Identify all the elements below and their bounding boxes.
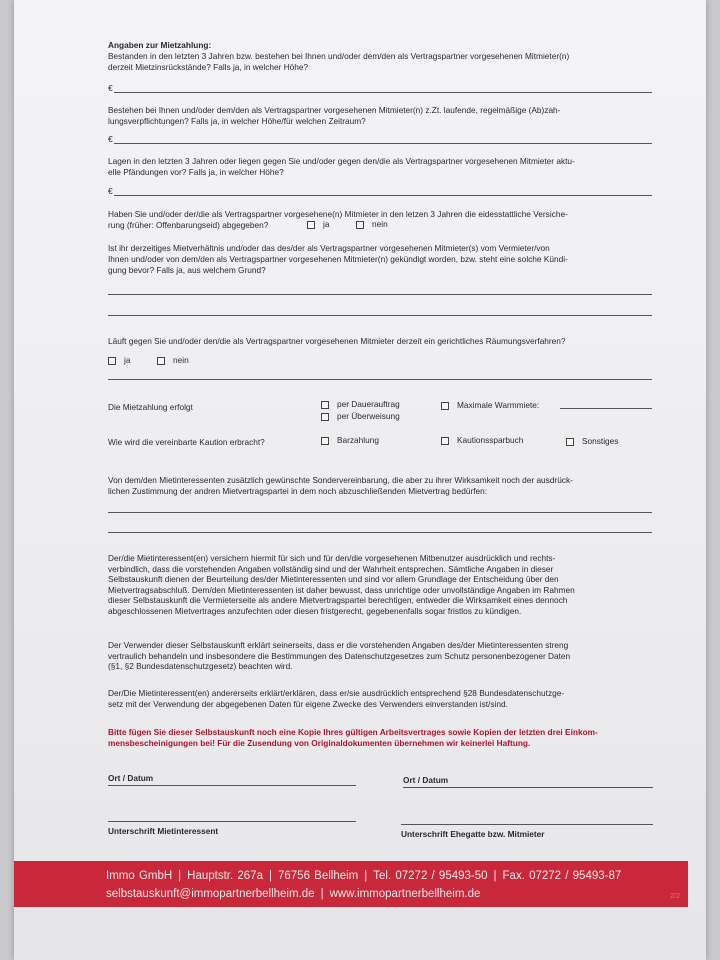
checkbox-ueberweisung[interactable] <box>321 411 400 421</box>
separator: | <box>320 888 324 900</box>
checkbox-label: Kautionssparbuch <box>457 435 524 445</box>
checkbox-icon <box>108 357 116 365</box>
answer-line-termination-2[interactable] <box>108 315 652 316</box>
question-termination-line2: Ihnen und/oder von dem/den als Vertragspartner vorgesehenen Mitmieter(n) gekündigt worden, bzw. steht eine solche Kündi- <box>108 254 568 264</box>
question-arrears-line2: derzeit Mietzinsrückstände? Falls ja, in welcher Höhe? <box>108 62 309 72</box>
checkbox-affidavit-yes[interactable] <box>307 219 329 229</box>
checkbox-eviction-yes[interactable] <box>108 355 130 365</box>
ort-datum-line-right[interactable] <box>403 787 653 788</box>
checkbox-label: ja <box>124 355 131 365</box>
section-title: Angaben zur Mietzahlung: <box>108 40 212 50</box>
answer-line-special-1[interactable] <box>108 512 652 513</box>
question-seizures-line2: elle Pfändungen vor? Falls ja, in welcher Höhe? <box>108 167 284 177</box>
declaration-data-protection <box>108 640 570 672</box>
checkbox-barzahlung[interactable] <box>321 435 379 445</box>
paragraph-line: (§1, §2 Bundesdatenschutzgesetz) beachten wird. <box>108 661 293 672</box>
ort-datum-label-right: Ort / Datum <box>403 775 449 785</box>
checkbox-label: per Überweisung <box>337 411 400 421</box>
checkbox-sonstiges[interactable] <box>566 436 618 446</box>
question-payments-line1: Bestehen bei Ihnen und/oder dem/den als Vertragspartner vorgesehenen Mitmieter(n) z.Zt. laufende, regelmäßige (Ab)zah- <box>108 105 561 115</box>
declaration-consent <box>108 688 564 709</box>
answer-line-termination-1[interactable] <box>108 294 652 295</box>
checkbox-icon <box>157 357 165 365</box>
checkbox-icon <box>307 221 315 229</box>
checkbox-icon <box>356 221 364 229</box>
answer-line-special-2[interactable] <box>108 532 652 533</box>
separator: | <box>364 870 368 882</box>
checkbox-icon <box>321 413 329 421</box>
ort-datum-label-left: Ort / Datum <box>108 773 154 783</box>
checkbox-dauerauftrag[interactable] <box>321 399 400 409</box>
signature-line-right[interactable] <box>401 824 653 825</box>
footer-contact-row <box>106 888 480 900</box>
special-agreement-line2: lichen Zustimmung der andren Mietvertragspartei in dem noch abzuschließenden Mietvertrag bedürfen: <box>108 486 488 496</box>
checkbox-label: ja <box>323 219 330 229</box>
separator: | <box>493 870 497 882</box>
paragraph-line: Mietvertragsabschluß. Dem/den Mietinteressenten ist daher bewusst, dass unrichtige oder unvollständige Angaben im Rahmen <box>108 584 575 595</box>
checkbox-icon <box>321 437 329 445</box>
paragraph-line: Selbstauskunft dienen der Beurteilung des/der Mietinteressenten und sind vor allem Grundlage der Entscheidung über den <box>108 574 559 585</box>
attachment-notice <box>108 727 598 748</box>
checkbox-label: nein <box>173 355 189 365</box>
question-eviction: Läuft gegen Sie und/oder den/die als Vertragspartner vorgesehenen Mitmieter derzeit ein gerichtliches Räumungsverfahren? <box>108 336 566 346</box>
checkbox-icon <box>566 438 574 446</box>
checkbox-kautionssparbuch[interactable] <box>441 435 523 445</box>
question-seizures-line1: Lagen in den letzten 3 Jahren oder liegen gegen Sie und/oder gegen den/die als Vertragspartner vorgesehenen Mitmieter aktu- <box>108 156 575 166</box>
answer-line-seizures[interactable] <box>114 195 652 196</box>
checkbox-icon <box>441 402 449 410</box>
euro-label: € <box>108 83 113 93</box>
paragraph-line: dieser Selbstauskunft die Vermieterseite als andere Mietvertragspartei berechtigen, entweder die Wirksamkeit eines dennoch <box>108 595 568 606</box>
paragraph-line: setz mit der Verwendung der abgegebenen Daten für eigene Zwecke des Verwenders einverstanden ist/sind. <box>108 698 508 709</box>
question-payments-line2: lungsverpflichtungen? Falls ja, in welcher Höhe/für welchen Zeitraum? <box>108 116 366 126</box>
signature-label-left: Unterschrift Mietinteressent <box>108 826 219 836</box>
paragraph-line: Der/die Mietinteressent(en) versichern hiermit für sich und für den/die vorgesehenen Mitbenutzer ausdrücklich und rechts- <box>108 553 556 563</box>
checkbox-affidavit-no[interactable] <box>356 219 388 229</box>
checkbox-label: Maximale Warmmiete: <box>457 400 540 410</box>
answer-line-arrears[interactable] <box>114 92 652 93</box>
checkbox-label: nein <box>372 219 388 229</box>
phone-number: Tel. 07272 / 95493-50 <box>373 870 488 882</box>
declaration-truthfulness <box>108 553 575 617</box>
city: 76756 Bellheim <box>277 870 359 882</box>
paragraph-line: Der/Die Mietinteressent(en) andererseits erklärt/erklären, dass er/sie ausdrücklich entsprechend §28 Bundesdatenschutzge- <box>108 688 565 698</box>
euro-label: € <box>108 186 113 196</box>
notice-line: mensbescheinigungen bei! Für die Zusendung von Originaldokumenten übernehmen wir keinerlei Haftung. <box>108 737 531 748</box>
divider <box>108 379 652 380</box>
signature-line-left[interactable] <box>108 821 356 822</box>
paragraph-line: verbindlich, dass die vorstehenden Angaben vollständig sind und der Wahrheit entsprechen. Sämtliche Angaben in dieser <box>108 563 554 574</box>
answer-line-payments[interactable] <box>114 143 652 144</box>
euro-label: € <box>108 134 113 144</box>
ort-datum-line-left[interactable] <box>108 785 356 786</box>
separator: | <box>178 870 182 882</box>
signature-label-right: Unterschrift Ehegatte bzw. Mitmieter <box>401 829 545 839</box>
email-link[interactable]: selbstauskunft@immopartnerbellheim.de <box>106 888 315 900</box>
question-termination-line3: gung bevor? Falls ja, aus welchem Grund? <box>108 265 266 275</box>
question-affidavit-line2: rung (früher: Offenbarungseid) abgegeben? <box>108 220 269 230</box>
fax-number: Fax. 07272 / 95493-87 <box>502 870 622 882</box>
answer-line-warmmiete[interactable] <box>560 408 652 409</box>
checkbox-label: per Dauerauftrag <box>337 399 400 409</box>
paragraph-line: abgeschlossenen Mietvertrages anzufechten oder diesen fristgerecht, gegebenenfalls sogar fristlos zu kündigen. <box>108 605 522 616</box>
checkbox-eviction-no[interactable] <box>157 355 189 365</box>
checkbox-icon <box>441 437 449 445</box>
paragraph-line: Der Verwender dieser Selbstauskunft erklärt seinerseits, dass er die vorstehenden Angaben des/der Mietinteressenten streng <box>108 640 569 650</box>
footer-bar <box>14 861 688 907</box>
checkbox-label: Sonstiges <box>582 436 619 446</box>
footer-address-row <box>106 870 621 882</box>
website-link[interactable]: www.immopartnerbellheim.de <box>329 888 481 900</box>
paragraph-line: vertraulich behandeln und insbesondere die Bestimmungen des Datenschutzgesetzes zum Schutz personenbezogener Daten <box>108 650 571 661</box>
question-arrears-line1: Bestanden in den letzten 3 Jahren bzw. bestehen bei Ihnen und/oder dem/den als Vertragspartner vorgesehenen Mitmieter(n) <box>108 51 570 61</box>
street: Hauptstr. 267a <box>187 870 263 882</box>
payment-label: Die Mietzahlung erfolgt <box>108 402 193 412</box>
notice-line: Bitte fügen Sie dieser Selbstauskunft noch eine Kopie Ihres gültigen Arbeitsvertrages sowie Kopien der letzten drei Einkom- <box>108 727 598 737</box>
question-termination-line1: Ist ihr derzeitiges Mietverhältnis und/oder das des/der als Vertragspartner vorgesehenen Mitmieter(s) vom Vermieter/von <box>108 243 550 253</box>
checkbox-warmmiete[interactable] <box>441 400 539 410</box>
company-name: Immo GmbH <box>106 870 173 882</box>
checkbox-icon <box>321 401 329 409</box>
separator: | <box>268 870 272 882</box>
page-number: 2/2 <box>670 893 680 900</box>
checkbox-label: Barzahlung <box>337 435 379 445</box>
question-affidavit-line1: Haben Sie und/oder der/die als Vertragspartner vorgesehene(n) Mitmieter in den letzen 3 Jahren die eidesstattliche Versiche- <box>108 209 568 219</box>
deposit-label: Wie wird die vereinbarte Kaution erbracht? <box>108 437 265 447</box>
special-agreement-line1: Von dem/den Mietinteressenten zusätzlich gewünschte Sondervereinbarung, die aber zu ihrer Wirksamkeit noch der ausdrück- <box>108 475 573 485</box>
